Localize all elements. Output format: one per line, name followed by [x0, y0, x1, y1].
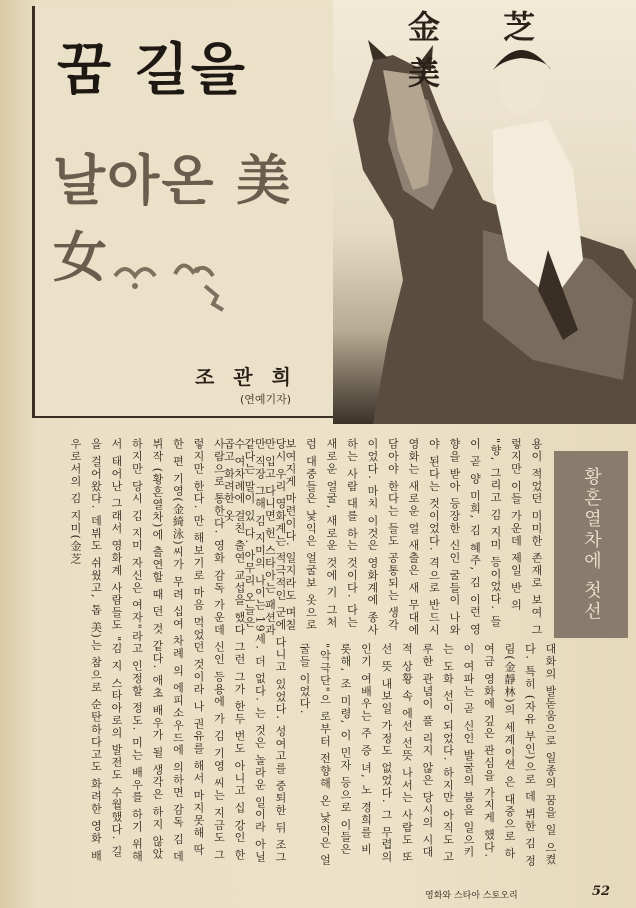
decorative-ornament [105, 246, 245, 316]
actress-name-caption: 金 芝 美 [408, 8, 562, 92]
article-column-left: 당시 우리 영화계는 적극적인 군에 다니고 있었다. 성여고를 중퇴한 뒤 조그만 직장 그해 김 지미의 나이는 19세. 더 없다. 는 것은 놀라운 일이라 아닐 수 여차례에 걸친 출연 교섭을 했다 그런 그가 한두 번도 아니고 십 강인 한 사람으로 통한다. 영화 감독 가운데 신인 등용에 가 김 기영 씨는 지금도 그렇지만 한다. 만 해보기로 마음 먹었던 것이라 나 권유를 해서 마지못해 딱 한 편 기영(金綺泳)씨가 무려 십여 차례 의 에피소우드에 의하면 감독 김 데뷔작 (황혼열차)에 출연할 때 던 것 같다. 애초 배우가 될 생각은 하지 않았 하지만 당시 김 지미 자신은 여자"라고 인정할 정도. 미는 배우를 하기 위해서 태어난 그래서 영화계 사람들도 "김 지 스타아로의 발전도 수월했다. 길을 걸어왔다. 데뷔도 쉬웠고, 톱 美)는 참으로 순탄하다고도 화려한 영화 배우로서의 김 지미(金芝 [69, 438, 287, 864]
title-panel [32, 6, 342, 418]
section-heading-box: 황혼열차에 첫선 [554, 451, 628, 638]
publication-footer: 영화와 스타아 스토오리 [425, 891, 518, 901]
article-body [20, 438, 615, 873]
article-title-line1: 꿈 길을 [57, 38, 247, 103]
author-role: (연예기자) [240, 393, 292, 406]
actress-horse-photo [333, 0, 636, 424]
article-column-right-top: 대화의 발돋움으로 일종의 꿈을 일 으켰다. 특히 (자유 부인)으로 데 뷔한 김 정림(金靜林)의 세계이션 은 대중으로 하여금 영화에 깊은 관심을 가지게 했다. 이 여파는 곧 신인 발굴의 붐을 일으키는 도화 선이 되었다. 하지만 아직도 고루한 관념이 풀 리지 않은 당시의 시대적 상황 속 에선 선뜻 나서는 사람도 또 선 뜻 내보일 가정도 없었다. 그 무렵의 인기 여배우는 주 증 녀, 노 경희를 비롯해, 조 미령, 이 민자 등으로 이들은 "악극단"으 로부터 전향해 온 낯익은 얼굴들 이었다. [298, 643, 557, 868]
article-title-line2: 날아온 美女 [53, 149, 293, 289]
article-column-right-upper: 용이 적었던 미미한 존재로 보여 그렇지만 이들 가운데 제일 반 의 "향, 그리고 김 지미 등이었다. 들이 곧 양 미희, 김 혜주, 김 이런 영향을 받아 등장한 신인 굴들이 나와야 된다는 것이었다. 격으로 반드시 영화는 새로운 얼 새출은 새 무대에 담아야 한다는 들도 공통되는 생각이었다. 마치 이것은 영화계에 종사하는 사람 대를 하는 것이다. 다는 새로운 얼굴, 새로운 것에 기 그처럼 대중들은 낯익은 얼굴보 옷으로 보여지게 마련이다. 일지라도 며칠만 입고 다니면 헌 스타아는 패션과 같다는 말이 있 다. 아무리 오늘은 곱고 화려한 옷 [222, 438, 543, 637]
author-name: 조 관 희 [195, 365, 297, 389]
page-number: 52 [592, 884, 611, 899]
